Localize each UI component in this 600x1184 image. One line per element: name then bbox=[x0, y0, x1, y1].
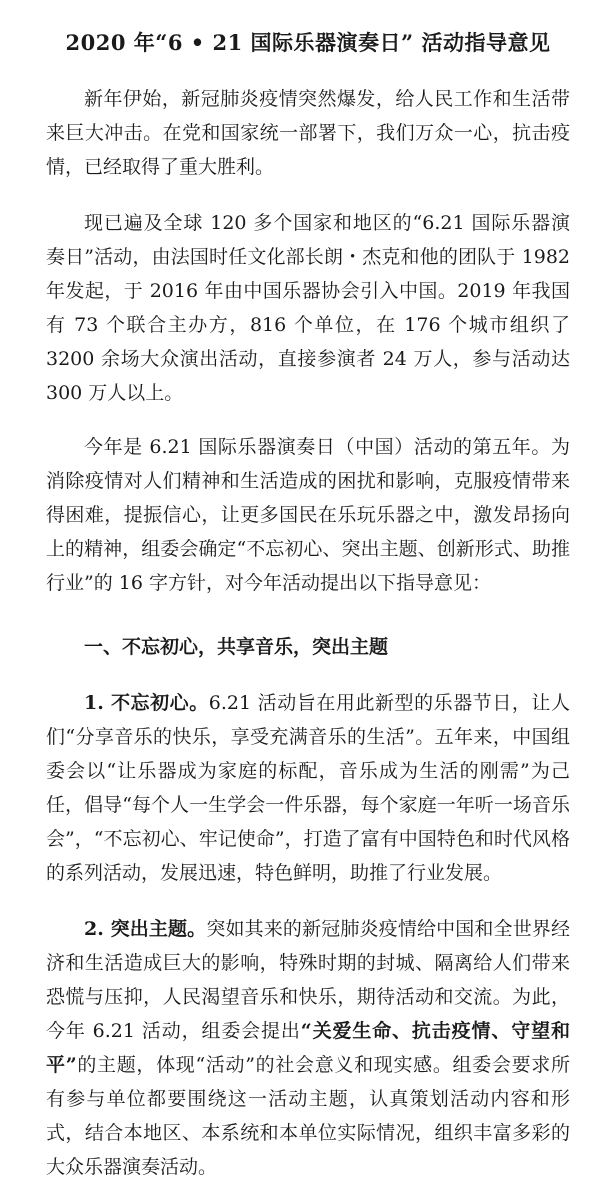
theme-emphasis: “关爱生命、抗击疫情、守望和平” bbox=[46, 1020, 570, 1076]
item-1-text: 6.21 活动旨在用此新型的乐器节日，让人们“分享音乐的快乐，享受充满音乐的生活”。五年来，中国组委会以“让乐器成为家庭的标配，音乐成为生活的刚需”为己任，倡导“每个人一生学会一件乐器，每个家庭一年听一场音乐会”，“不忘初心、牢记使命”，打造了富有中国特色和时代风格的系列活动，发展迅速，特色鲜明，助推了行业发展。 bbox=[46, 692, 570, 884]
item-1-paragraph bbox=[46, 686, 570, 890]
purpose-paragraph: 今年是 6.21 国际乐器演奏日（中国）活动的第五年。为消除疫情对人们精神和生活造成的困扰和影响，克服疫情带来得困难，提振信心，让更多国民在乐玩乐器之中，激发昂扬向上的精神，组委会确定“不忘初心、突出主题、创新形式、助推行业”的 16 字方针，对今年活动提出以下指导意见： bbox=[46, 436, 570, 594]
item-2-text-after: 的主题，体现“活动”的社会意义和现实感。组委会要求所有参与单位都要围绕这一活动主题，认真策划活动内容和形式，结合本地区、本系统和本单位实际情况，组织丰富多彩的大众乐器演奏活动。 bbox=[46, 1054, 570, 1178]
intro-paragraph: 新年伊始，新冠肺炎疫情突然爆发，给人民工作和生活带来巨大冲击。在党和国家统一部署下，我们万众一心，抗击疫情，已经取得了重大胜利。 bbox=[46, 88, 570, 178]
item-2-paragraph bbox=[46, 912, 570, 1184]
item-1-lead: 1. 不忘初心。 bbox=[84, 692, 209, 714]
section-heading: 一、不忘初心，共享音乐，突出主题 bbox=[84, 636, 389, 658]
document-title: 2020 年“6 • 21 国际乐器演奏日” 活动指导意见 bbox=[65, 30, 551, 55]
background-paragraph: 现已遍及全球 120 多个国家和地区的“6.21 国际乐器演奏日”活动，由法国时任文化部长朗・杰克和他的团队于 1982 年发起，于 2016 年由中国乐器协会引入中国。2019 年我国有 73 个联合主办方，816 个单位，在 176 个城市组织了 3200 余场大众演出活动，直接参演者 24 万人，参与活动达 300 万人以上。 bbox=[46, 212, 570, 404]
item-2-lead: 2. 突出主题。 bbox=[84, 918, 207, 940]
item-2-text-before: 突如其来的新冠肺炎疫情给中国和全世界经济和生活造成巨大的影响，特殊时期的封城、隔离给人们带来恐慌与压抑，人民渴望音乐和快乐，期待活动和交流。为此，今年 6.21 活动，组委会提出 bbox=[46, 918, 570, 1042]
